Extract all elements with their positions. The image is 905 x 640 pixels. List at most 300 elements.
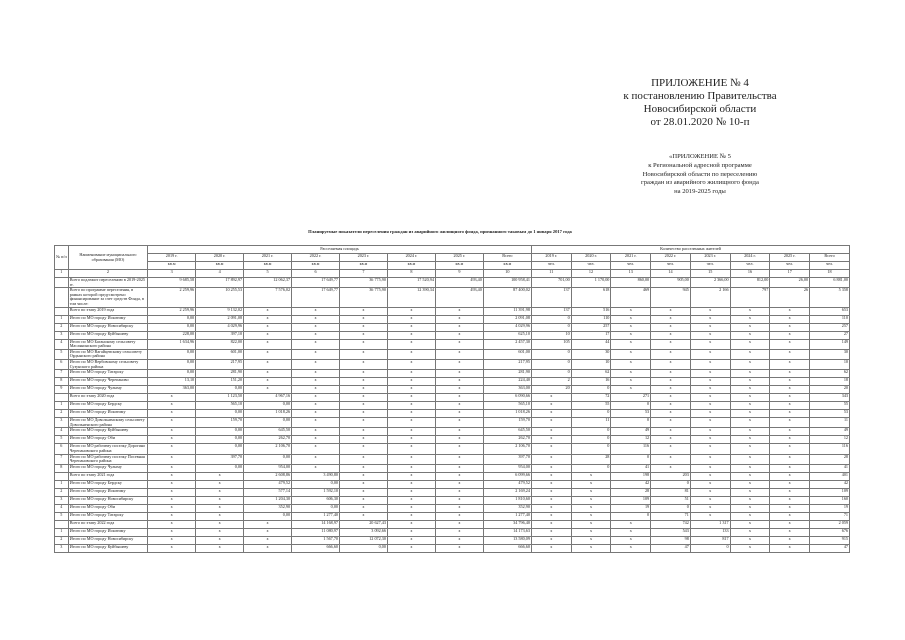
row-number: 8 xyxy=(55,464,69,472)
quantity-cell: 0 xyxy=(571,410,611,418)
area-cell: x xyxy=(292,307,340,315)
table-row xyxy=(55,512,850,520)
area-cell: x xyxy=(435,436,483,444)
header-quantity-year: 2022 г. xyxy=(651,254,691,262)
area-cell: 4 029,96 xyxy=(483,323,531,331)
quantity-cell: 915 xyxy=(810,536,850,544)
area-cell: 0,00 xyxy=(196,428,244,436)
quantity-cell: 20 xyxy=(531,386,571,394)
quantity-cell: 19 xyxy=(611,504,651,512)
quantity-cell: x xyxy=(730,323,770,331)
row-number: 8 xyxy=(55,378,69,386)
quantity-cell: x xyxy=(651,349,691,359)
quantity-cell: x xyxy=(531,536,571,544)
quantity-cell: x xyxy=(571,496,611,504)
area-cell: x xyxy=(387,315,435,323)
area-cell: x xyxy=(148,496,196,504)
quantity-cell: x xyxy=(730,512,770,520)
area-cell: 217,95 xyxy=(483,359,531,369)
quantity-cell: x xyxy=(770,544,810,552)
quantity-cell: 0 xyxy=(531,315,571,323)
row-number: 6 xyxy=(55,359,69,369)
area-cell: x xyxy=(292,315,340,323)
quantity-cell: x xyxy=(770,331,810,339)
area-cell: x xyxy=(435,307,483,315)
area-cell: x xyxy=(148,480,196,488)
area-cell: 20 627,43 xyxy=(340,520,388,528)
quantity-cell: 543 xyxy=(651,528,691,536)
header-area-year: 2020 г. xyxy=(196,254,244,262)
area-cell: x xyxy=(292,418,340,428)
area-cell: 1 018,26 xyxy=(483,410,531,418)
quantity-cell: 44 xyxy=(571,339,611,349)
area-cell: x xyxy=(387,386,435,394)
row-number: 2 xyxy=(55,410,69,418)
row-number: 6 xyxy=(55,444,69,454)
area-cell: x xyxy=(340,454,388,464)
area-cell: x xyxy=(435,528,483,536)
quantity-cell: x xyxy=(690,472,730,480)
row-name: Итого по МО Вербовскому сельсовету Сузунского района xyxy=(68,359,147,369)
quantity-cell: 0 xyxy=(531,359,571,369)
table-row xyxy=(55,402,850,410)
area-cell: 9 132,02 xyxy=(196,307,244,315)
row-name: Итого по МО городу Куйбышеву xyxy=(68,544,147,552)
header-quantity-unit: чел. xyxy=(770,262,810,270)
header-area-year: 2022 г. xyxy=(292,254,340,262)
row-number: 3 xyxy=(55,544,69,552)
area-cell: 0,00 xyxy=(148,370,196,378)
area-cell: 0,00 xyxy=(244,418,292,428)
area-cell: x xyxy=(387,410,435,418)
area-cell: x xyxy=(435,418,483,428)
quantity-cell: 149 xyxy=(810,339,850,349)
row-name: Всего по программе переселения, в рамках которой предусмотрено финансирование за счет средств Фонда, в том числе: xyxy=(68,288,147,307)
quantity-cell: x xyxy=(770,402,810,410)
area-cell: x xyxy=(148,464,196,472)
quantity-cell: 1 170,00 xyxy=(571,278,611,288)
area-cell: 0,00 xyxy=(244,454,292,464)
area-cell: x xyxy=(340,370,388,378)
area-cell: 13 580,09 xyxy=(483,536,531,544)
quantity-cell: x xyxy=(770,394,810,402)
quantity-cell: 653 xyxy=(810,307,850,315)
area-cell: x xyxy=(435,402,483,410)
column-number: 16 xyxy=(730,270,770,278)
area-cell: 666,60 xyxy=(292,544,340,552)
area-cell: x xyxy=(148,418,196,428)
area-cell: 666,60 xyxy=(483,544,531,552)
area-cell: 281,90 xyxy=(196,370,244,378)
quantity-cell: x xyxy=(730,544,770,552)
quantity-cell: 41 xyxy=(810,464,850,472)
quantity-cell: x xyxy=(730,536,770,544)
quantity-cell: x xyxy=(531,428,571,436)
area-cell: 0,00 xyxy=(196,386,244,394)
row-number: 3 xyxy=(55,331,69,339)
quantity-cell: x xyxy=(730,488,770,496)
quantity-cell: x xyxy=(690,496,730,504)
area-cell: x xyxy=(435,349,483,359)
quantity-cell: 271 xyxy=(611,394,651,402)
quantity-cell: x xyxy=(730,496,770,504)
area-cell: x xyxy=(387,436,435,444)
row-number xyxy=(55,520,69,528)
quantity-cell: x xyxy=(770,496,810,504)
area-cell: x xyxy=(435,512,483,520)
area-cell: x xyxy=(340,307,388,315)
table-row xyxy=(55,307,850,315)
area-cell: 17 520,94 xyxy=(387,278,435,288)
quantity-cell: 257 xyxy=(810,323,850,331)
quantity-cell: 0 xyxy=(571,444,611,454)
quantity-cell: 860,00 xyxy=(611,278,651,288)
area-cell: 1 634,96 xyxy=(148,339,196,349)
row-number xyxy=(55,278,69,288)
quantity-cell: x xyxy=(611,331,651,339)
quantity-cell: 55 xyxy=(810,402,850,410)
header-area-year: 2023 г. xyxy=(340,254,388,262)
area-cell: 954,00 xyxy=(244,464,292,472)
area-cell: x xyxy=(387,504,435,512)
table-row xyxy=(55,544,850,552)
quantity-cell: 51 xyxy=(651,496,691,504)
area-cell: 0,00 xyxy=(244,402,292,410)
table-row xyxy=(55,472,850,480)
header-area-unit: кв.м xyxy=(148,262,196,270)
quantity-cell: x xyxy=(770,528,810,536)
area-cell: 217,95 xyxy=(196,359,244,369)
area-cell: 2 457,30 xyxy=(483,339,531,349)
sub-appendix-line: граждан из аварийного жилищного фонда xyxy=(641,179,759,187)
quantity-cell: x xyxy=(651,464,691,472)
quantity-cell: x xyxy=(730,472,770,480)
row-name: Всего по этапу 2020 года xyxy=(68,394,147,402)
row-name: Итого по МО городу Оби xyxy=(68,436,147,444)
area-cell: x xyxy=(292,402,340,410)
row-number: 9 xyxy=(55,386,69,394)
quantity-cell: 30 xyxy=(810,349,850,359)
area-cell: 4 967,16 xyxy=(244,394,292,402)
area-cell: 363,00 xyxy=(483,386,531,394)
area-cell: x xyxy=(387,544,435,552)
row-number: 5 xyxy=(55,349,69,359)
row-number xyxy=(55,288,69,307)
area-cell: x xyxy=(292,444,340,454)
quantity-cell: x xyxy=(690,410,730,418)
quantity-cell: 109 xyxy=(611,496,651,504)
quantity-cell: x xyxy=(651,331,691,339)
table-row xyxy=(55,410,850,418)
area-cell: x xyxy=(340,349,388,359)
header-area-year: 2019 г. xyxy=(148,254,196,262)
area-cell: 352,90 xyxy=(483,504,531,512)
area-cell: x xyxy=(148,528,196,536)
area-cell: x xyxy=(244,323,292,331)
table-row xyxy=(55,278,850,288)
table-row xyxy=(55,488,850,496)
area-cell: 34 796,40 xyxy=(483,520,531,528)
area-cell: 0,00 xyxy=(148,315,196,323)
quantity-cell: x xyxy=(730,370,770,378)
sub-appendix-line: Новосибирской области по переселению xyxy=(642,170,758,178)
table-row xyxy=(55,349,850,359)
quantity-cell: x xyxy=(730,386,770,394)
sub-appendix-line: к Региональной адресной программе xyxy=(648,161,752,169)
area-cell: x xyxy=(340,436,388,444)
quantity-cell: x xyxy=(730,378,770,386)
area-cell: x xyxy=(340,394,388,402)
area-cell: x xyxy=(244,378,292,386)
column-number: 7 xyxy=(340,270,388,278)
area-cell: 10 255,53 xyxy=(196,288,244,307)
quantity-cell: 10 xyxy=(571,359,611,369)
area-cell: x xyxy=(340,315,388,323)
quantity-cell: x xyxy=(770,454,810,464)
area-cell: x xyxy=(292,359,340,369)
quantity-cell: 742 xyxy=(651,520,691,528)
quantity-cell: x xyxy=(730,436,770,444)
area-cell: x xyxy=(387,528,435,536)
row-name: Всего по этапу 2019 года xyxy=(68,307,147,315)
table-row xyxy=(55,386,850,394)
area-cell: 11 080,97 xyxy=(292,528,340,536)
area-cell: x xyxy=(244,331,292,339)
quantity-cell: x xyxy=(770,464,810,472)
area-cell: x xyxy=(340,386,388,394)
quantity-cell: x xyxy=(611,520,651,528)
quantity-cell: x xyxy=(611,339,651,349)
quantity-cell: x xyxy=(770,359,810,369)
quantity-cell: 20 xyxy=(810,386,850,394)
quantity-cell: 133 xyxy=(690,528,730,536)
quantity-cell: 18 xyxy=(810,378,850,386)
area-cell: x xyxy=(435,544,483,552)
area-cell: x xyxy=(292,331,340,339)
area-cell: 281,90 xyxy=(483,370,531,378)
quantity-cell: x xyxy=(651,436,691,444)
quantity-cell: x xyxy=(770,436,810,444)
quantity-cell: 110 xyxy=(810,315,850,323)
area-cell: x xyxy=(387,496,435,504)
quantity-cell: 0 xyxy=(611,418,651,428)
area-cell: x xyxy=(292,386,340,394)
area-cell: x xyxy=(435,323,483,331)
area-cell: x xyxy=(244,528,292,536)
quantity-cell: x xyxy=(690,359,730,369)
area-cell: x xyxy=(196,528,244,536)
area-cell: x xyxy=(196,496,244,504)
quantity-cell: x xyxy=(651,418,691,428)
sub-appendix-header xyxy=(580,153,820,197)
area-cell: 2 608,86 xyxy=(244,472,292,480)
area-cell: x xyxy=(292,378,340,386)
area-cell: 6 099,66 xyxy=(483,472,531,480)
quantity-cell: x xyxy=(730,339,770,349)
table-row xyxy=(55,436,850,444)
quantity-cell: x xyxy=(730,464,770,472)
quantity-cell: x xyxy=(770,349,810,359)
quantity-cell: x xyxy=(651,315,691,323)
column-number: 6 xyxy=(292,270,340,278)
area-cell: x xyxy=(244,536,292,544)
row-name: Итого по МО Вагайцевскому сельсовету Ордынского района xyxy=(68,349,147,359)
row-number: 1 xyxy=(55,315,69,323)
row-number: 7 xyxy=(55,454,69,464)
row-name: Итого по МО городу Новосибирску xyxy=(68,496,147,504)
quantity-cell: x xyxy=(770,520,810,528)
area-cell: x xyxy=(340,464,388,472)
quantity-cell: x xyxy=(690,504,730,512)
header-area-unit: кв.м xyxy=(196,262,244,270)
quantity-cell: x xyxy=(690,436,730,444)
quantity-cell: x xyxy=(611,370,651,378)
quantity-cell: 10 xyxy=(531,331,571,339)
table-row xyxy=(55,496,850,504)
area-cell: x xyxy=(435,359,483,369)
area-cell: 262,70 xyxy=(483,436,531,444)
header-quantity-unit: чел. xyxy=(651,262,691,270)
row-number: 5 xyxy=(55,436,69,444)
column-number: 13 xyxy=(611,270,651,278)
area-cell: x xyxy=(244,315,292,323)
quantity-cell: x xyxy=(690,402,730,410)
header-area: Расселяемая площадь xyxy=(148,246,532,254)
area-cell: x xyxy=(435,394,483,402)
quantity-cell: x xyxy=(770,504,810,512)
area-cell: x xyxy=(148,536,196,544)
area-cell: 352,90 xyxy=(244,504,292,512)
row-name: Итого по МО городу Бердску xyxy=(68,480,147,488)
row-name: Итого по МО городу Татарску xyxy=(68,512,147,520)
quantity-cell: x xyxy=(531,480,571,488)
quantity-cell: 137 xyxy=(531,288,571,307)
area-cell: 0,00 xyxy=(244,512,292,520)
area-cell: x xyxy=(387,444,435,454)
quantity-cell: x xyxy=(730,480,770,488)
area-cell: x xyxy=(387,359,435,369)
column-number: 10 xyxy=(483,270,531,278)
area-cell: 397,70 xyxy=(483,454,531,464)
area-cell: 7 576,02 xyxy=(244,288,292,307)
area-cell: x xyxy=(196,544,244,552)
area-cell: 606,30 xyxy=(292,496,340,504)
quantity-cell: 516 xyxy=(571,307,611,315)
area-cell: 14 168,97 xyxy=(292,520,340,528)
area-cell: x xyxy=(148,410,196,418)
quantity-cell: 2 366,00 xyxy=(690,278,730,288)
quantity-cell: x xyxy=(571,528,611,536)
area-cell: 2 091,08 xyxy=(196,315,244,323)
table-row xyxy=(55,288,850,307)
quantity-cell: 198 xyxy=(611,472,651,480)
quantity-cell: x xyxy=(730,307,770,315)
area-cell: x xyxy=(435,339,483,349)
area-cell: 493,40 xyxy=(435,288,483,307)
quantity-cell: 72 xyxy=(571,394,611,402)
quantity-cell: x xyxy=(531,520,571,528)
area-cell: x xyxy=(292,339,340,349)
row-number: 2 xyxy=(55,536,69,544)
quantity-cell: x xyxy=(651,410,691,418)
quantity-cell: x xyxy=(690,331,730,339)
column-number: 4 xyxy=(196,270,244,278)
quantity-cell: x xyxy=(770,472,810,480)
column-number: 2 xyxy=(68,270,147,278)
area-cell: 12 072,30 xyxy=(340,536,388,544)
table-row xyxy=(55,394,850,402)
column-number: 12 xyxy=(571,270,611,278)
quantity-cell: x xyxy=(730,315,770,323)
quantity-cell: 0 xyxy=(611,454,651,464)
area-cell: x xyxy=(196,536,244,544)
quantity-cell: x xyxy=(730,528,770,536)
quantity-cell: x xyxy=(651,307,691,315)
row-name: Итого по МО городу Искитиму xyxy=(68,528,147,536)
header-name: Наименование муниципального образования (МО) xyxy=(68,246,147,270)
area-cell: 0,00 xyxy=(148,359,196,369)
quantity-cell: x xyxy=(611,315,651,323)
quantity-cell: x xyxy=(770,480,810,488)
area-cell: 479,52 xyxy=(483,480,531,488)
column-number: 11 xyxy=(531,270,571,278)
area-cell: x xyxy=(387,331,435,339)
area-cell: 1 592,10 xyxy=(292,488,340,496)
area-cell: x xyxy=(148,472,196,480)
quantity-cell: x xyxy=(531,496,571,504)
quantity-cell: 6 881,00 xyxy=(810,278,850,288)
quantity-cell: 10 xyxy=(810,359,850,369)
quantity-cell: x xyxy=(690,480,730,488)
row-name: Всего по этапу 2021 года xyxy=(68,472,147,480)
row-name: Итого по МО городу Татарску xyxy=(68,370,147,378)
area-cell: x xyxy=(340,339,388,349)
quantity-cell: x xyxy=(651,378,691,386)
header-quantity-year: 2021 г. xyxy=(611,254,651,262)
quantity-cell: x xyxy=(611,349,651,359)
area-cell: x xyxy=(387,418,435,428)
area-cell: x xyxy=(435,315,483,323)
area-cell: x xyxy=(387,378,435,386)
appendix-date: от 28.01.2020 № 10-п xyxy=(650,116,750,128)
area-cell: 4 029,96 xyxy=(196,323,244,331)
quantity-cell: x xyxy=(690,464,730,472)
quantity-cell: 26 xyxy=(770,288,810,307)
area-cell: x xyxy=(387,307,435,315)
quantity-cell: 47 xyxy=(810,544,850,552)
area-cell: 625,10 xyxy=(483,331,531,339)
area-cell: 0,00 xyxy=(196,436,244,444)
area-cell: x xyxy=(244,349,292,359)
area-cell: 224,40 xyxy=(483,378,531,386)
quantity-cell: x xyxy=(531,418,571,428)
column-number: 5 xyxy=(244,270,292,278)
header-area-unit: кв.м xyxy=(292,262,340,270)
quantity-cell: x xyxy=(730,402,770,410)
row-name: Итого по МО городу Черепаново xyxy=(68,378,147,386)
header-quantity-year: 2025 г. xyxy=(770,254,810,262)
quantity-cell: 47 xyxy=(651,544,691,552)
header-quantity-year: 2024 г. xyxy=(730,254,770,262)
quantity-cell: x xyxy=(690,394,730,402)
quantity-cell: 0 xyxy=(571,464,611,472)
quantity-cell: 12 xyxy=(611,436,651,444)
area-cell: 1 277,40 xyxy=(483,512,531,520)
quantity-cell: x xyxy=(611,386,651,394)
quantity-cell: 0 xyxy=(571,428,611,436)
area-cell: x xyxy=(387,323,435,331)
row-name: Итого по МО городу Чулыму xyxy=(68,386,147,394)
